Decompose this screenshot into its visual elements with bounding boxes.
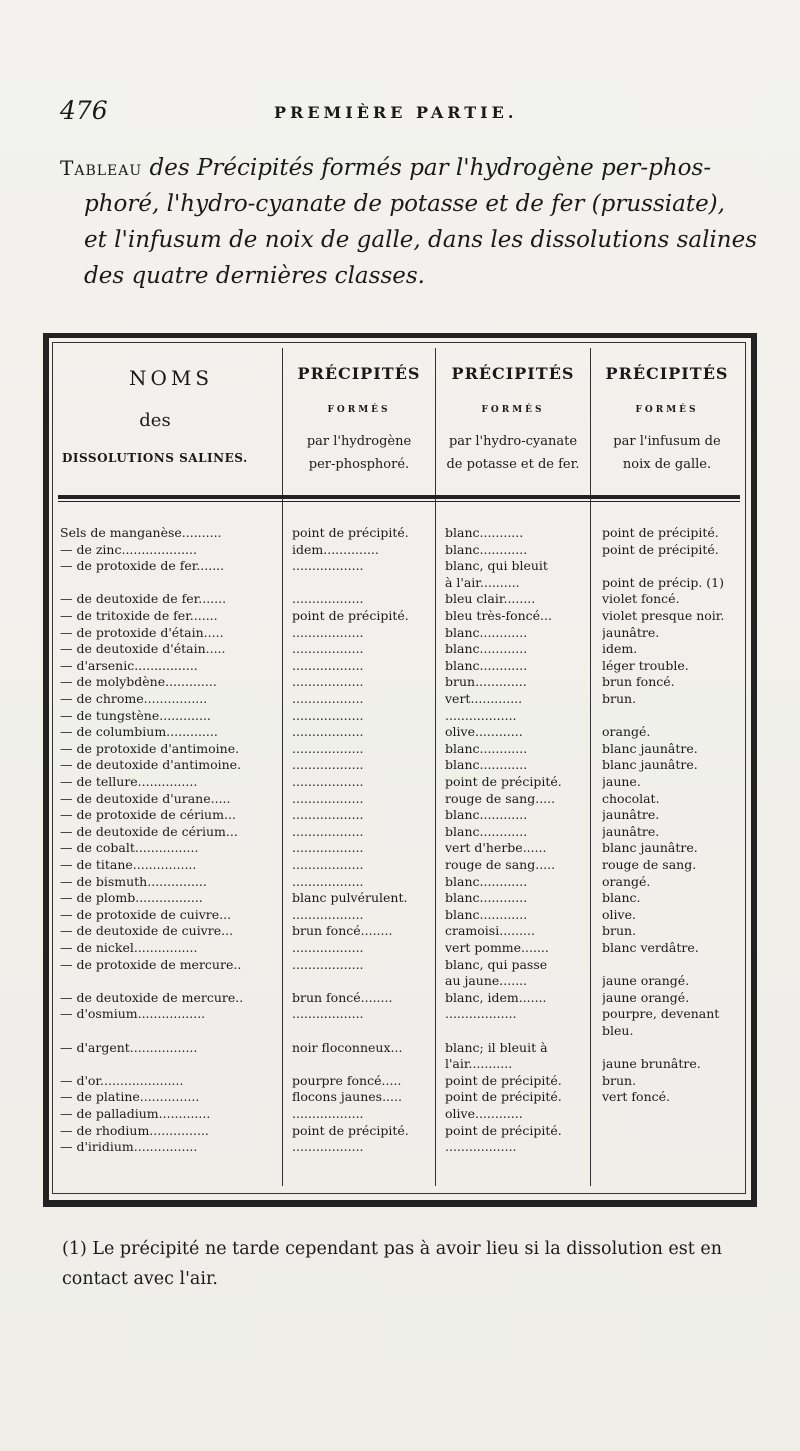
hydrogene-precipitate-cell: .................. bbox=[292, 558, 364, 574]
hydrogene-precipitate-cell: brun foncé........ bbox=[292, 923, 393, 939]
noix-de-galle-precipitate-cell: violet foncé. bbox=[602, 591, 680, 607]
hydrocyanate-precipitate-cell: point de précipité. bbox=[445, 1072, 562, 1088]
salt-name-cell: — de molybdène............. bbox=[60, 674, 217, 690]
hydrocyanate-precipitate-cell: blanc............ bbox=[445, 740, 528, 756]
table-row bbox=[56, 674, 746, 690]
hydrocyanate-precipitate-cell: blanc........... bbox=[445, 525, 524, 540]
hydrocyanate-precipitate-cell: vert d'herbe...... bbox=[445, 840, 547, 856]
header-col4-sub2: noix de galle. bbox=[622, 457, 712, 472]
hydrogene-precipitate-cell: .................. bbox=[292, 707, 364, 723]
hydrocyanate-precipitate-cell: blanc; il bleuit à bbox=[445, 1039, 548, 1055]
hydrocyanate-precipitate-cell: blanc............ bbox=[445, 641, 528, 657]
table-row bbox=[56, 1056, 746, 1072]
salt-name-cell: — de protoxide de fer....... bbox=[60, 558, 225, 574]
hydrogene-precipitate-cell: point de précipité. bbox=[292, 525, 409, 540]
salt-name-cell: — de tellure............... bbox=[60, 774, 198, 789]
hydrocyanate-precipitate-cell: blanc............ bbox=[445, 541, 528, 557]
salt-name-cell: — de protoxide d'étain..... bbox=[60, 624, 224, 640]
salt-name-cell: Sels de manganèse.......... bbox=[60, 525, 222, 540]
table-row bbox=[56, 791, 746, 807]
hydrocyanate-precipitate-cell: blanc............ bbox=[445, 873, 528, 889]
noix-de-galle-precipitate-cell: brun foncé. bbox=[602, 674, 675, 690]
hydrocyanate-precipitate-cell: brun............. bbox=[445, 674, 527, 690]
header-col4-sub1: par l'infusum de bbox=[613, 434, 721, 449]
salt-name-cell: — d'osmium................. bbox=[60, 1006, 206, 1022]
table-row bbox=[56, 1006, 746, 1022]
noix-de-galle-precipitate-cell: jaunâtre. bbox=[602, 807, 660, 823]
table-row bbox=[56, 1073, 746, 1089]
hydrocyanate-precipitate-cell: vert pomme....... bbox=[445, 940, 549, 955]
header-col4-formes: FORMÉS bbox=[635, 405, 699, 415]
table-row bbox=[56, 691, 746, 707]
table-row bbox=[56, 558, 746, 574]
salt-name-cell: — de columbium............. bbox=[60, 724, 218, 740]
salt-name-cell: — d'or..................... bbox=[60, 1072, 184, 1088]
header-col3-sub1: par l'hydro-cyanate bbox=[448, 434, 578, 449]
table-row bbox=[56, 1106, 746, 1122]
table-row bbox=[56, 807, 746, 823]
footnote: (1) Le précipité ne tarde cependant pas à avoir lieu si la dissolution est en contact avec l'air. bbox=[62, 1239, 722, 1289]
hydrocyanate-precipitate-cell: blanc............ bbox=[445, 823, 528, 839]
noix-de-galle-precipitate-cell: idem. bbox=[602, 641, 638, 657]
hydrocyanate-precipitate-cell: bleu très-foncé... bbox=[445, 608, 552, 623]
salt-name-cell: — de chrome................ bbox=[60, 691, 208, 706]
hydrogene-precipitate-cell: pourpre foncé..... bbox=[292, 1072, 402, 1088]
table-row bbox=[56, 708, 746, 724]
title-line-1 bbox=[60, 150, 760, 186]
hydrogene-precipitate-cell: .................. bbox=[292, 1139, 364, 1155]
salt-name-cell: — d'iridium................ bbox=[60, 1139, 198, 1155]
title-line-2: phoré, l'hydro-cyanate de potasse et de fer (prussiate), bbox=[84, 191, 725, 217]
table-row bbox=[56, 1023, 746, 1039]
salt-name-cell: — de protoxide de cérium... bbox=[60, 807, 236, 823]
hydrogene-precipitate-cell: idem.............. bbox=[292, 541, 379, 557]
table-row bbox=[56, 658, 746, 674]
header-col2-formes: FORMÉS bbox=[327, 405, 391, 415]
salt-name-cell: — de rhodium............... bbox=[60, 1122, 209, 1138]
hydrocyanate-precipitate-cell: blanc............ bbox=[445, 757, 528, 773]
salt-name-cell: — de tungstène............. bbox=[60, 707, 211, 723]
hydrogene-precipitate-cell: .................. bbox=[292, 906, 364, 922]
hydrogene-precipitate-cell: brun foncé........ bbox=[292, 989, 393, 1005]
hydrocyanate-precipitate-cell: .................. bbox=[445, 1139, 517, 1155]
hydrocyanate-precipitate-cell: blanc............ bbox=[445, 657, 528, 673]
hydrocyanate-precipitate-cell: blanc, qui bleuit bbox=[445, 558, 548, 574]
salt-name-cell: — de nickel................ bbox=[60, 940, 198, 955]
hydrogene-precipitate-cell: noir floconneux... bbox=[292, 1039, 403, 1055]
table-row bbox=[56, 575, 746, 591]
hydrocyanate-precipitate-cell: .................. bbox=[445, 707, 517, 723]
hydrogene-precipitate-cell: .................. bbox=[292, 1006, 364, 1022]
hydrocyanate-precipitate-cell: vert............. bbox=[445, 691, 523, 706]
hydrogene-precipitate-cell: .................. bbox=[292, 691, 364, 706]
hydrogene-precipitate-cell: .................. bbox=[292, 873, 364, 889]
table-row bbox=[56, 757, 746, 773]
hydrocyanate-precipitate-cell: point de précipité. bbox=[445, 1122, 562, 1138]
title-line-3: et l'infusum de noix de galle, dans les dissolutions salines bbox=[84, 227, 758, 253]
hydrogene-precipitate-cell: flocons jaunes..... bbox=[292, 1089, 402, 1105]
salt-name-cell: — de deutoxide d'antimoine. bbox=[60, 757, 242, 773]
table-row bbox=[56, 525, 746, 541]
hydrocyanate-precipitate-cell: olive............ bbox=[445, 724, 523, 740]
salt-name-cell: — de bismuth............... bbox=[60, 873, 207, 889]
hydrocyanate-precipitate-cell: point de précipité. bbox=[445, 774, 562, 789]
salt-name-cell: — de protoxide de mercure.. bbox=[60, 956, 242, 972]
noix-de-galle-precipitate-cell: blanc jaunâtre. bbox=[602, 740, 698, 756]
salt-name-cell: — de deutoxide de cuivre... bbox=[60, 923, 234, 939]
hydrogene-precipitate-cell: .................. bbox=[292, 740, 364, 756]
title-line-4: des quatre dernières classes. bbox=[84, 263, 425, 289]
noix-de-galle-precipitate-cell: point de précipité. bbox=[602, 541, 719, 557]
header-noms: NOMS bbox=[128, 366, 214, 390]
salt-name-cell: — de platine............... bbox=[60, 1089, 200, 1105]
noix-de-galle-precipitate-cell: jaune orangé. bbox=[602, 989, 690, 1005]
salt-name-cell: — de deutoxide de mercure.. bbox=[60, 989, 244, 1005]
header-col2-sub1: par l'hydrogène bbox=[306, 434, 412, 449]
hydrocyanate-precipitate-cell: .................. bbox=[445, 1006, 517, 1022]
noix-de-galle-precipitate-cell: orangé. bbox=[602, 724, 651, 740]
header-des: des bbox=[139, 410, 171, 431]
salt-name-cell: — de deutoxide de cérium... bbox=[60, 823, 238, 839]
salt-name-cell: — de deutoxide d'étain..... bbox=[60, 641, 226, 657]
table-row bbox=[56, 542, 746, 558]
table-row bbox=[56, 874, 746, 890]
salt-name-cell: — de deutoxide d'urane..... bbox=[60, 790, 231, 806]
hydrogene-precipitate-cell: point de précipité. bbox=[292, 1122, 409, 1138]
hydrogene-precipitate-cell: .................. bbox=[292, 857, 364, 872]
noix-de-galle-precipitate-cell: violet presque noir. bbox=[602, 608, 725, 623]
hydrogene-precipitate-cell: .................. bbox=[292, 591, 364, 607]
salt-name-cell: — de cobalt................ bbox=[60, 840, 199, 856]
hydrogene-precipitate-cell: .................. bbox=[292, 624, 364, 640]
table-row bbox=[56, 973, 746, 989]
hydrocyanate-precipitate-cell: blanc, idem....... bbox=[445, 989, 547, 1005]
salt-name-cell: — d'argent................. bbox=[60, 1039, 198, 1055]
noix-de-galle-precipitate-cell: jaune. bbox=[602, 774, 641, 789]
table-row bbox=[56, 957, 746, 973]
table-row bbox=[56, 923, 746, 939]
salt-name-cell: — de protoxide de cuivre... bbox=[60, 906, 232, 922]
hydrocyanate-precipitate-cell: blanc............ bbox=[445, 624, 528, 640]
hydrogene-precipitate-cell: .................. bbox=[292, 641, 364, 657]
table-row bbox=[56, 840, 746, 856]
hydrocyanate-precipitate-cell: point de précipité. bbox=[445, 1089, 562, 1105]
hydrogene-precipitate-cell: .................. bbox=[292, 840, 364, 856]
table-row bbox=[56, 824, 746, 840]
hydrogene-precipitate-cell: .................. bbox=[292, 674, 364, 690]
header-col3-sub2: de potasse et de fer. bbox=[446, 457, 580, 472]
salt-name-cell: — de tritoxide de fer....... bbox=[60, 608, 218, 623]
noix-de-galle-precipitate-cell: pourpre, devenant bbox=[602, 1006, 720, 1022]
hydrocyanate-precipitate-cell: au jaune....... bbox=[445, 973, 528, 989]
noix-de-galle-precipitate-cell: blanc jaunâtre. bbox=[602, 840, 698, 856]
header-col3-formes: FORMÉS bbox=[481, 405, 545, 415]
hydrogene-precipitate-cell: .................. bbox=[292, 1106, 364, 1121]
noix-de-galle-precipitate-cell: léger trouble. bbox=[602, 657, 689, 673]
noix-de-galle-precipitate-cell: jaune orangé. bbox=[602, 973, 690, 989]
hydrogene-precipitate-cell: .................. bbox=[292, 807, 364, 823]
salt-name-cell: — de palladium............. bbox=[60, 1106, 211, 1121]
noix-de-galle-precipitate-cell: blanc jaunâtre. bbox=[602, 757, 698, 773]
table-row bbox=[56, 940, 746, 956]
noix-de-galle-precipitate-cell: jaune brunâtre. bbox=[602, 1056, 701, 1072]
hydrogene-precipitate-cell: .................. bbox=[292, 790, 364, 806]
noix-de-galle-precipitate-cell: rouge de sang. bbox=[602, 857, 697, 872]
noix-de-galle-precipitate-cell: brun. bbox=[602, 1072, 637, 1088]
noix-de-galle-precipitate-cell: jaunâtre. bbox=[602, 823, 660, 839]
header-col2-title: PRÉCIPITÉS bbox=[297, 364, 421, 383]
noix-de-galle-precipitate-cell: vert foncé. bbox=[602, 1089, 671, 1105]
hydrogene-precipitate-cell: .................. bbox=[292, 657, 364, 673]
noix-de-galle-precipitate-cell: jaunâtre. bbox=[602, 624, 660, 640]
header-col4-title: PRÉCIPITÉS bbox=[605, 364, 729, 383]
hydrocyanate-precipitate-cell: l'air........... bbox=[445, 1056, 513, 1072]
salt-name-cell: — de deutoxide de fer....... bbox=[60, 591, 227, 607]
header-col3-title: PRÉCIPITÉS bbox=[451, 364, 575, 383]
noix-de-galle-precipitate-cell: orangé. bbox=[602, 873, 651, 889]
hydrocyanate-precipitate-cell: rouge de sang..... bbox=[445, 790, 556, 806]
salt-name-cell: — de zinc................... bbox=[60, 541, 197, 557]
table-row bbox=[56, 608, 746, 624]
hydrocyanate-precipitate-cell: blanc............ bbox=[445, 807, 528, 823]
hydrogene-precipitate-cell: .................. bbox=[292, 823, 364, 839]
table-row bbox=[56, 625, 746, 641]
hydrocyanate-precipitate-cell: à l'air.......... bbox=[445, 574, 520, 590]
table-row bbox=[56, 907, 746, 923]
table-row bbox=[56, 857, 746, 873]
salt-name-cell: — de titane................ bbox=[60, 857, 197, 872]
salt-name-cell: — de plomb................. bbox=[60, 890, 203, 906]
salt-name-cell: — d'arsenic................ bbox=[60, 657, 198, 673]
title-lead: Tableau bbox=[60, 156, 143, 180]
table-row bbox=[56, 1123, 746, 1139]
noix-de-galle-precipitate-cell: brun. bbox=[602, 923, 637, 939]
noix-de-galle-precipitate-cell: bleu. bbox=[602, 1023, 634, 1038]
noix-de-galle-precipitate-cell: brun. bbox=[602, 691, 637, 706]
hydrocyanate-precipitate-cell: bleu clair........ bbox=[445, 591, 536, 607]
table-row bbox=[56, 591, 746, 607]
hydrocyanate-precipitate-cell: blanc............ bbox=[445, 906, 528, 922]
table-row bbox=[56, 990, 746, 1006]
noix-de-galle-precipitate-cell: blanc. bbox=[602, 890, 641, 906]
hydrocyanate-precipitate-cell: olive............ bbox=[445, 1106, 523, 1121]
noix-de-galle-precipitate-cell: olive. bbox=[602, 906, 636, 922]
noix-de-galle-precipitate-cell: point de précip. (1) bbox=[602, 574, 724, 590]
table-row bbox=[56, 724, 746, 740]
salt-name-cell: — de protoxide d'antimoine. bbox=[60, 740, 240, 756]
hydrogene-precipitate-cell: .................. bbox=[292, 757, 364, 773]
header-col2-sub2: per-phosphoré. bbox=[308, 457, 410, 472]
running-head: PREMIÈRE PARTIE. bbox=[274, 103, 518, 122]
header-rule-thick bbox=[58, 495, 740, 499]
hydrocyanate-precipitate-cell: cramoisi......... bbox=[445, 923, 535, 939]
noix-de-galle-precipitate-cell: chocolat. bbox=[602, 790, 660, 806]
noix-de-galle-precipitate-cell: blanc verdâtre. bbox=[602, 940, 699, 955]
hydrogene-precipitate-cell: .................. bbox=[292, 956, 364, 972]
table-row bbox=[56, 774, 746, 790]
page-number: 476 bbox=[60, 96, 108, 125]
header-dissolutions: DISSOLUTIONS SALINES. bbox=[62, 451, 248, 465]
noix-de-galle-precipitate-cell: point de précipité. bbox=[602, 525, 719, 540]
hydrocyanate-precipitate-cell: rouge de sang..... bbox=[445, 857, 556, 872]
table-title bbox=[60, 150, 760, 294]
hydrogene-precipitate-cell: .................. bbox=[292, 724, 364, 740]
table-row bbox=[56, 1040, 746, 1056]
table-row bbox=[56, 1089, 746, 1105]
hydrocyanate-precipitate-cell: blanc, qui passe bbox=[445, 956, 548, 972]
table-row bbox=[56, 641, 746, 657]
hydrocyanate-precipitate-cell: blanc............ bbox=[445, 890, 528, 906]
table-row bbox=[56, 1139, 746, 1155]
table-row bbox=[56, 890, 746, 906]
table-row bbox=[56, 741, 746, 757]
hydrogene-precipitate-cell: point de précipité. bbox=[292, 608, 409, 623]
hydrogene-precipitate-cell: .................. bbox=[292, 940, 364, 955]
header-rule-thin bbox=[58, 501, 740, 502]
hydrogene-precipitate-cell: .................. bbox=[292, 774, 364, 789]
title-line-1-text: des Précipités formés par l'hydrogène per-phos- bbox=[142, 155, 712, 181]
hydrogene-precipitate-cell: blanc pulvérulent. bbox=[292, 890, 408, 906]
